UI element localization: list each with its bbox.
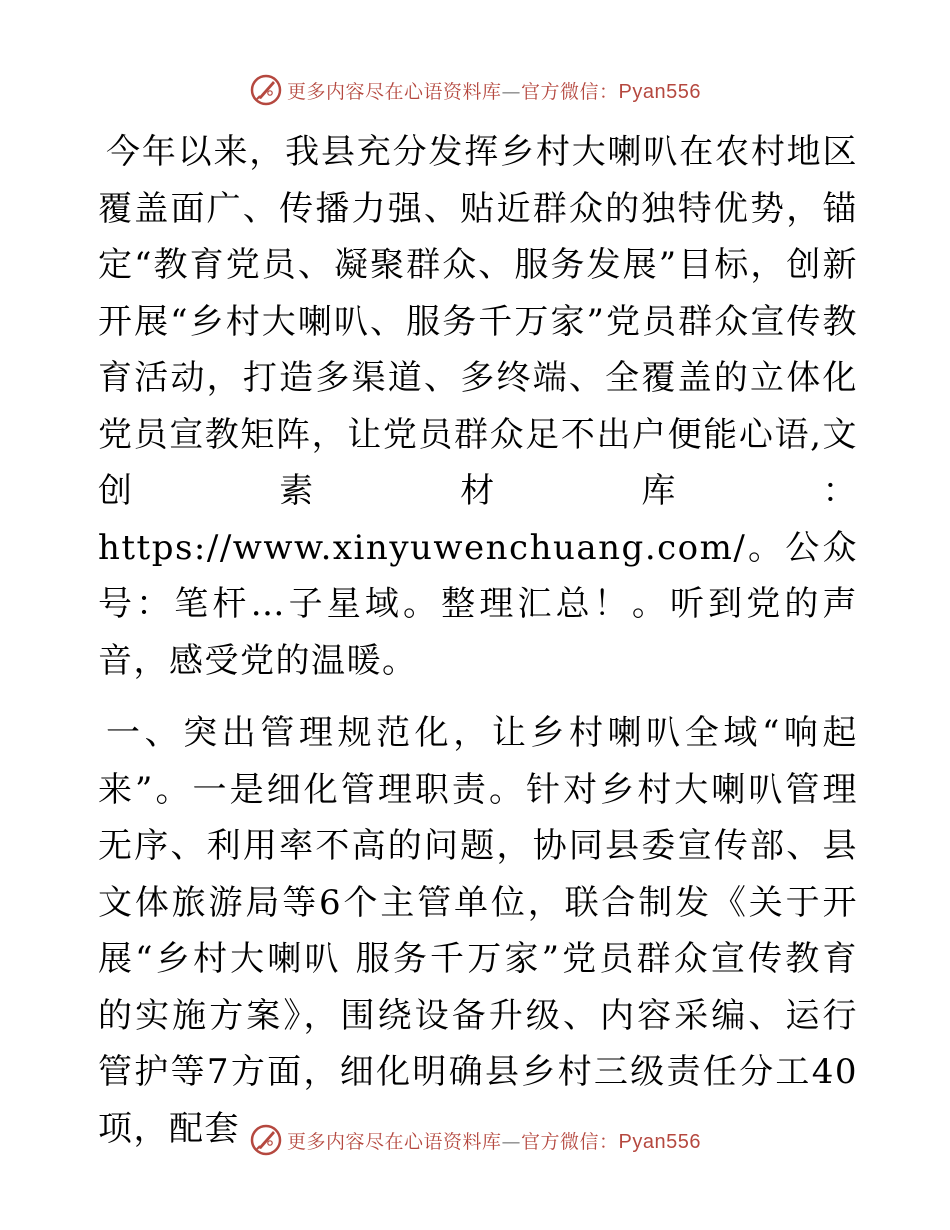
- watermark-site: 更多内容尽在心语资料库: [287, 80, 502, 103]
- footer-watermark: [0, 1120, 950, 1160]
- watermark-wechat-id: Pyan556: [618, 80, 701, 103]
- watermark-wechat-label: 官方微信：: [521, 80, 619, 103]
- watermark-text: [287, 1127, 701, 1154]
- watermark-text: [287, 77, 701, 104]
- paragraph-section-1: 一、突出管理规范化，让乡村喇叭全域“响起来”。一是细化管理职责。针对乡村大喇叭管理无序、利用率不高的问题，协同县委宣传部、县文体旅游局等6个主管单位，联合制发《关于开展“乡村大喇叭 服务千万家”党员群众宣传教育的实施方案》，围绕设备升级、内容采编、运行管护等7方面，细化明确县乡村三级责任分工40项，配套: [98, 713, 858, 1149]
- watermark-separator: —: [501, 1130, 522, 1153]
- watermark-wechat-id: Pyan556: [618, 1130, 701, 1153]
- header-watermark: [0, 70, 950, 110]
- paragraph-intro: 今年以来，我县充分发挥乡村大喇叭在农村地区覆盖面广、传播力强、贴近群众的独特优势，锚定“教育党员、凝聚群众、服务发展”目标，创新开展“乡村大喇叭、服务千万家”党员群众宣传教育活动，打造多渠道、多终端、全覆盖的立体化党员宣教矩阵，让党员群众足不出户便能心语,文创素材库：https://www.xinyuwenchuang.com/。公众号：笔杆…子星域。整理汇总！。听到党的声音，感受党的温暖。: [98, 132, 858, 681]
- watermark-separator: —: [501, 80, 522, 103]
- watermark-site: 更多内容尽在心语资料库: [287, 1130, 502, 1153]
- document-body: [98, 124, 858, 1157]
- quill-logo-icon: [249, 73, 283, 107]
- watermark-wechat-label: 官方微信：: [521, 1130, 619, 1153]
- quill-logo-icon: [249, 1123, 283, 1157]
